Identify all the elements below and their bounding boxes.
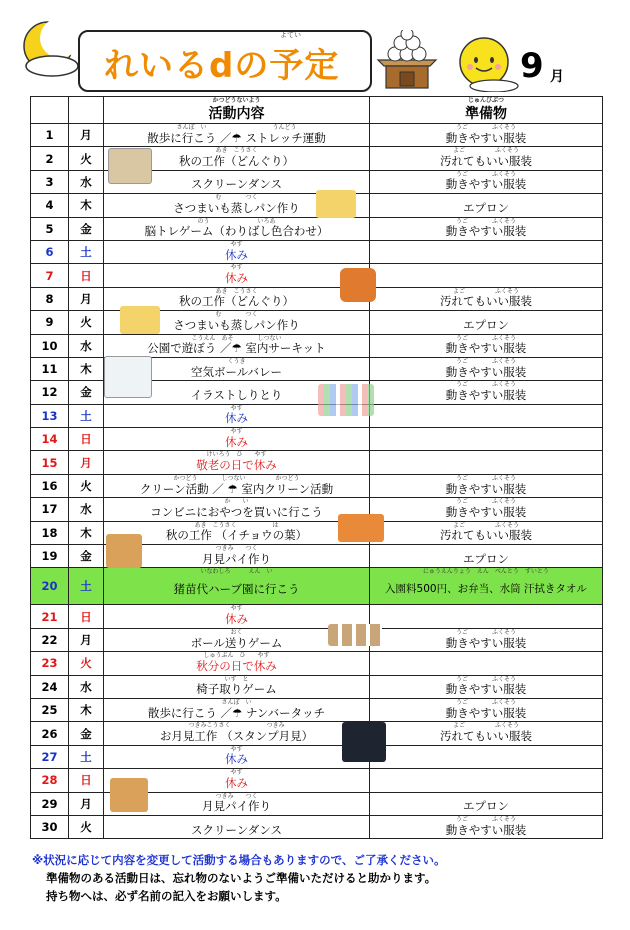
prep-text: 汚れてもいい服装 xyxy=(440,154,532,169)
table-row xyxy=(31,217,603,240)
cell-day: 8 xyxy=(31,287,69,310)
table-row xyxy=(31,628,603,651)
cell-day: 20 xyxy=(31,568,69,605)
cell-weekday: 火 xyxy=(69,474,104,497)
cell-weekday: 木 xyxy=(69,357,104,380)
cell-weekday: 日 xyxy=(69,769,104,792)
cell-prep xyxy=(370,605,603,628)
prep-ruby: うご ふくそう xyxy=(455,628,516,636)
activity-ruby: しゅうぶん ひ やす xyxy=(203,652,270,660)
cell-day: 27 xyxy=(31,745,69,768)
cell-weekday: 土 xyxy=(69,745,104,768)
moon-pie-photo xyxy=(106,534,142,568)
cell-activity xyxy=(104,474,370,497)
prep-text: 動きやすい服装 xyxy=(445,822,527,837)
cell-weekday: 土 xyxy=(69,404,104,427)
activity-text: 秋の工作 （イチョウの葉） xyxy=(165,528,308,543)
cell-activity xyxy=(104,498,370,521)
table-row xyxy=(31,498,603,521)
balloon-volley-photo xyxy=(104,356,152,398)
cell-activity xyxy=(104,451,370,474)
table-row xyxy=(31,404,603,427)
activity-ruby: む つく xyxy=(215,194,258,202)
prep-ruby: うご ふくそう xyxy=(455,357,516,365)
cell-prep xyxy=(370,815,603,838)
activity-text: 月見パイ作り xyxy=(202,551,271,566)
cell-weekday: 月 xyxy=(69,628,104,651)
cell-activity xyxy=(104,428,370,451)
table-row xyxy=(31,311,603,334)
prep-text: 動きやすい服装 xyxy=(445,481,527,496)
cell-day: 28 xyxy=(31,769,69,792)
activity-ruby: つきみこうさく つきみ xyxy=(188,722,285,730)
table-row xyxy=(31,652,603,675)
header-prep-label: 準備物 xyxy=(465,105,507,122)
prep-ruby: よご ふくそう xyxy=(452,521,519,529)
cell-prep xyxy=(370,170,603,193)
cell-day: 1 xyxy=(31,124,69,147)
prep-text: エプロン xyxy=(463,200,509,215)
note-line-3: 持ち物へは、必ず名前の記入をお願いします。 xyxy=(46,889,287,903)
header-day xyxy=(31,97,69,124)
prep-text: 動きやすい服装 xyxy=(445,504,527,519)
cell-weekday: 日 xyxy=(69,428,104,451)
acorn-craft-photo xyxy=(108,148,152,184)
table-row xyxy=(31,240,603,263)
prep-text: 動きやすい服装 xyxy=(445,364,527,379)
header-activity xyxy=(104,97,370,124)
activity-ruby: やす xyxy=(230,769,243,777)
prep-ruby: うご ふくそう xyxy=(455,334,516,342)
activity-text: 猪苗代ハーブ園に行こう xyxy=(173,581,300,596)
table-header-row xyxy=(31,97,603,124)
cell-day: 26 xyxy=(31,722,69,745)
activity-ruby: さんぽ い うんどう xyxy=(176,124,297,131)
cell-weekday: 火 xyxy=(69,815,104,838)
prep-ruby: うご ふくそう xyxy=(455,381,516,389)
page-title: れいるdの予定 xyxy=(104,46,340,86)
cell-day: 17 xyxy=(31,498,69,521)
activity-text: 休み xyxy=(225,752,248,767)
tsukimi-dango-icon xyxy=(372,30,442,92)
cell-day: 7 xyxy=(31,264,69,287)
cell-prep xyxy=(370,568,603,605)
cell-day: 9 xyxy=(31,311,69,334)
moon-icon xyxy=(18,18,82,80)
cell-day: 19 xyxy=(31,545,69,568)
activity-text: クリーン活動 ／ ☂ 室内クリーン活動 xyxy=(139,481,334,496)
month-unit: 月 xyxy=(550,69,564,85)
note-line-2: 準備物のある活動日は、忘れ物のないようご準備いただけると助かります。 xyxy=(46,871,437,885)
cell-activity xyxy=(104,568,370,605)
cell-weekday: 火 xyxy=(69,652,104,675)
cell-weekday: 金 xyxy=(69,217,104,240)
cell-day: 16 xyxy=(31,474,69,497)
activity-text: 秋の工作（どんぐり） xyxy=(179,294,294,309)
cell-day: 5 xyxy=(31,217,69,240)
cell-activity xyxy=(104,334,370,357)
activity-text: 月見パイ作り xyxy=(202,799,271,814)
prep-ruby: うご ふくそう xyxy=(455,474,516,482)
activity-text: イラストしりとり xyxy=(190,387,283,402)
cell-activity xyxy=(104,521,370,544)
cell-day: 29 xyxy=(31,792,69,815)
activity-ruby: か い xyxy=(224,498,249,506)
prep-text: 動きやすい服装 xyxy=(445,224,527,239)
activity-ruby: けいろう ひ やす xyxy=(206,451,267,459)
prep-text: 動きやすい服装 xyxy=(445,341,527,356)
cell-weekday: 水 xyxy=(69,498,104,521)
cell-prep xyxy=(370,675,603,698)
prep-text: 汚れてもいい服装 xyxy=(440,729,532,744)
cell-weekday: 月 xyxy=(69,792,104,815)
ginkgo-leaf-photo xyxy=(338,514,384,542)
activity-ruby: こうえん あそ しつない xyxy=(191,334,282,342)
cell-weekday: 金 xyxy=(69,381,104,404)
activity-text: 休み xyxy=(225,434,248,449)
activity-ruby: いす と xyxy=(224,675,249,683)
cell-weekday: 火 xyxy=(69,147,104,170)
table-row xyxy=(31,334,603,357)
activity-ruby: かつどう しつない かつどう xyxy=(173,474,300,482)
prep-text: 動きやすい服装 xyxy=(445,682,527,697)
cell-day: 22 xyxy=(31,628,69,651)
cell-prep xyxy=(370,428,603,451)
cell-prep xyxy=(370,722,603,745)
activity-ruby: やす xyxy=(230,264,243,272)
cell-prep xyxy=(370,451,603,474)
activity-text: 椅子取りゲーム xyxy=(196,682,277,697)
activity-ruby: あき こうさく xyxy=(215,287,258,295)
prep-text: 動きやすい服装 xyxy=(445,387,527,402)
steamed-bun-photo xyxy=(316,190,356,218)
prep-ruby: うご ふくそう xyxy=(455,815,516,823)
prep-ruby: よご ふくそう xyxy=(452,287,519,295)
activity-text: 脳トレゲーム（わりばし色合わせ） xyxy=(144,224,329,239)
cell-prep xyxy=(370,264,603,287)
activity-text: 秋の工作（どんぐり） xyxy=(179,154,294,169)
prep-text: 動きやすい服装 xyxy=(445,130,527,145)
table-row xyxy=(31,675,603,698)
prep-text: 汚れてもいい服装 xyxy=(440,294,532,309)
table-row xyxy=(31,451,603,474)
steamed-bun-photo-2 xyxy=(120,306,160,334)
prep-ruby: にゅうえんりょう えん べんとう すいとう xyxy=(423,568,549,576)
cell-activity xyxy=(104,675,370,698)
page-header xyxy=(0,0,630,96)
cell-prep xyxy=(370,404,603,427)
month-number: 9 xyxy=(520,46,544,86)
activity-ruby: やす xyxy=(230,428,243,436)
activity-ruby: やす xyxy=(230,605,243,613)
header-prep-ruby: じゅんびぶつ xyxy=(467,97,504,104)
activity-text: 休み xyxy=(225,247,248,262)
cell-prep xyxy=(370,628,603,651)
activity-ruby: あき こうさく は xyxy=(194,521,279,529)
activity-ruby: む つく xyxy=(215,311,258,319)
cell-prep xyxy=(370,698,603,721)
activity-ruby: いなわしろ えん い xyxy=(200,568,273,576)
cell-prep xyxy=(370,240,603,263)
prep-ruby: うご ふくそう xyxy=(455,498,516,506)
cell-prep xyxy=(370,498,603,521)
cell-weekday: 水 xyxy=(69,334,104,357)
cell-day: 4 xyxy=(31,194,69,217)
activity-text: ボール送りゲーム xyxy=(190,635,283,650)
table-row xyxy=(31,124,603,147)
header-prep xyxy=(370,97,603,124)
activity-text: 秋分の日で休み xyxy=(196,658,277,673)
table-row xyxy=(31,568,603,605)
activity-text: 散歩に行こう ／☂ ストレッチ運動 xyxy=(147,130,326,145)
cell-activity xyxy=(104,240,370,263)
cell-prep xyxy=(370,545,603,568)
cell-weekday: 木 xyxy=(69,521,104,544)
title-box xyxy=(78,30,372,92)
header-activity-label: 活動内容 xyxy=(208,105,265,122)
activity-text: 敬老の日で休み xyxy=(196,458,277,473)
activity-text: さつまいも蒸しパン作り xyxy=(173,317,300,332)
activity-text: スクリーンダンス xyxy=(190,177,283,192)
prep-text: 動きやすい服装 xyxy=(445,177,527,192)
cell-prep xyxy=(370,147,603,170)
cell-day: 14 xyxy=(31,428,69,451)
cell-weekday: 月 xyxy=(69,287,104,310)
cell-day: 10 xyxy=(31,334,69,357)
table-row xyxy=(31,815,603,838)
cell-weekday: 日 xyxy=(69,605,104,628)
illustration-chain-icons xyxy=(318,384,374,416)
cell-day: 25 xyxy=(31,698,69,721)
cell-prep xyxy=(370,357,603,380)
smiling-sun-icon xyxy=(452,36,522,92)
activity-ruby: つきみ つく xyxy=(215,545,258,553)
activity-text: コンビニにおやつを買いに行こう xyxy=(150,504,323,519)
activity-ruby: あき こうさく xyxy=(215,147,258,155)
cell-activity xyxy=(104,124,370,147)
cell-day: 11 xyxy=(31,357,69,380)
prep-text: エプロン xyxy=(463,551,509,566)
activity-ruby: やす xyxy=(230,745,243,753)
pumpkin-craft-photo xyxy=(340,268,376,302)
prep-ruby: よご ふくそう xyxy=(452,722,519,730)
ball-game-kids-icon xyxy=(328,624,382,646)
activity-text: 休み xyxy=(225,271,248,286)
activity-text: スクリーンダンス xyxy=(190,822,283,837)
prep-text: 入園料500円、お弁当、水筒 汗拭きタオル xyxy=(385,583,587,596)
title-ruby: よてい xyxy=(280,31,301,39)
prep-ruby: うご ふくそう xyxy=(455,124,516,131)
cell-prep xyxy=(370,217,603,240)
cell-prep xyxy=(370,792,603,815)
header-weekday xyxy=(69,97,104,124)
activity-text: 休み xyxy=(225,612,248,627)
activity-ruby: さんぽ い xyxy=(221,698,252,706)
cell-weekday: 金 xyxy=(69,722,104,745)
cell-activity xyxy=(104,217,370,240)
cell-prep xyxy=(370,311,603,334)
cell-prep xyxy=(370,474,603,497)
notes-section xyxy=(32,851,612,905)
activity-ruby: のう いろあ xyxy=(197,217,276,225)
cell-day: 24 xyxy=(31,675,69,698)
prep-ruby: うご ふくそう xyxy=(455,217,516,225)
table-row xyxy=(31,264,603,287)
table-row xyxy=(31,287,603,310)
cell-day: 13 xyxy=(31,404,69,427)
note-main: ※状況に応じて内容を変更して活動する場合もありますので、ご了承ください。 xyxy=(32,853,446,867)
cell-prep xyxy=(370,334,603,357)
activity-ruby: やす xyxy=(230,240,243,248)
cell-activity xyxy=(104,722,370,745)
cell-activity xyxy=(104,815,370,838)
cell-activity xyxy=(104,698,370,721)
table-row xyxy=(31,605,603,628)
cell-prep xyxy=(370,194,603,217)
cell-day: 12 xyxy=(31,381,69,404)
prep-ruby: うご ふくそう xyxy=(455,698,516,706)
prep-ruby: よご ふくそう xyxy=(452,147,519,155)
activity-text: 休み xyxy=(225,411,248,426)
cell-weekday: 月 xyxy=(69,451,104,474)
cell-day: 3 xyxy=(31,170,69,193)
cell-prep xyxy=(370,381,603,404)
cell-weekday: 水 xyxy=(69,170,104,193)
cell-weekday: 火 xyxy=(69,311,104,334)
table-row xyxy=(31,474,603,497)
cell-day: 6 xyxy=(31,240,69,263)
table-row xyxy=(31,698,603,721)
prep-ruby: うご ふくそう xyxy=(455,675,516,683)
cell-activity xyxy=(104,264,370,287)
moon-stamp-photo xyxy=(342,722,386,762)
activity-ruby: やす xyxy=(230,404,243,412)
activity-text: さつまいも蒸しパン作り xyxy=(173,200,300,215)
cell-activity xyxy=(104,745,370,768)
activity-text: 休み xyxy=(225,775,248,790)
activity-text: お月見工作 （スタンプ月見） xyxy=(159,729,314,744)
cell-weekday: 木 xyxy=(69,194,104,217)
activity-ruby: おく xyxy=(230,628,243,636)
cell-prep xyxy=(370,521,603,544)
cell-weekday: 日 xyxy=(69,264,104,287)
prep-ruby: うご ふくそう xyxy=(455,170,516,178)
cell-prep xyxy=(370,745,603,768)
prep-text: 動きやすい服装 xyxy=(445,705,527,720)
header-activity-ruby: かつどうないよう xyxy=(212,97,261,104)
cell-prep xyxy=(370,652,603,675)
activity-text: 空気ボールバレー xyxy=(191,364,282,379)
prep-text: エプロン xyxy=(463,799,509,814)
cell-prep xyxy=(370,124,603,147)
cell-prep xyxy=(370,769,603,792)
cell-weekday: 土 xyxy=(69,568,104,605)
table-row xyxy=(31,745,603,768)
cell-day: 30 xyxy=(31,815,69,838)
cell-day: 18 xyxy=(31,521,69,544)
activity-text: 公園で遊ぼう ／☂ 室内サーキット xyxy=(147,341,326,356)
moon-pie-photo-2 xyxy=(110,778,148,812)
cell-day: 23 xyxy=(31,652,69,675)
cell-prep xyxy=(370,287,603,310)
cell-weekday: 水 xyxy=(69,675,104,698)
activity-ruby: くうき xyxy=(227,357,246,365)
activity-ruby: つきみ つく xyxy=(215,792,258,800)
cell-weekday: 月 xyxy=(69,124,104,147)
cell-weekday: 土 xyxy=(69,240,104,263)
table-row xyxy=(31,428,603,451)
prep-text: 汚れてもいい服装 xyxy=(440,528,532,543)
table-row xyxy=(31,722,603,745)
cell-weekday: 金 xyxy=(69,545,104,568)
activity-text: 散歩に行こう ／☂ ナンバータッチ xyxy=(147,705,326,720)
cell-day: 21 xyxy=(31,605,69,628)
cell-day: 15 xyxy=(31,451,69,474)
cell-activity xyxy=(104,545,370,568)
cell-activity xyxy=(104,652,370,675)
cell-day: 2 xyxy=(31,147,69,170)
prep-text: 動きやすい服装 xyxy=(445,635,527,650)
prep-text: エプロン xyxy=(463,317,509,332)
cell-weekday: 木 xyxy=(69,698,104,721)
